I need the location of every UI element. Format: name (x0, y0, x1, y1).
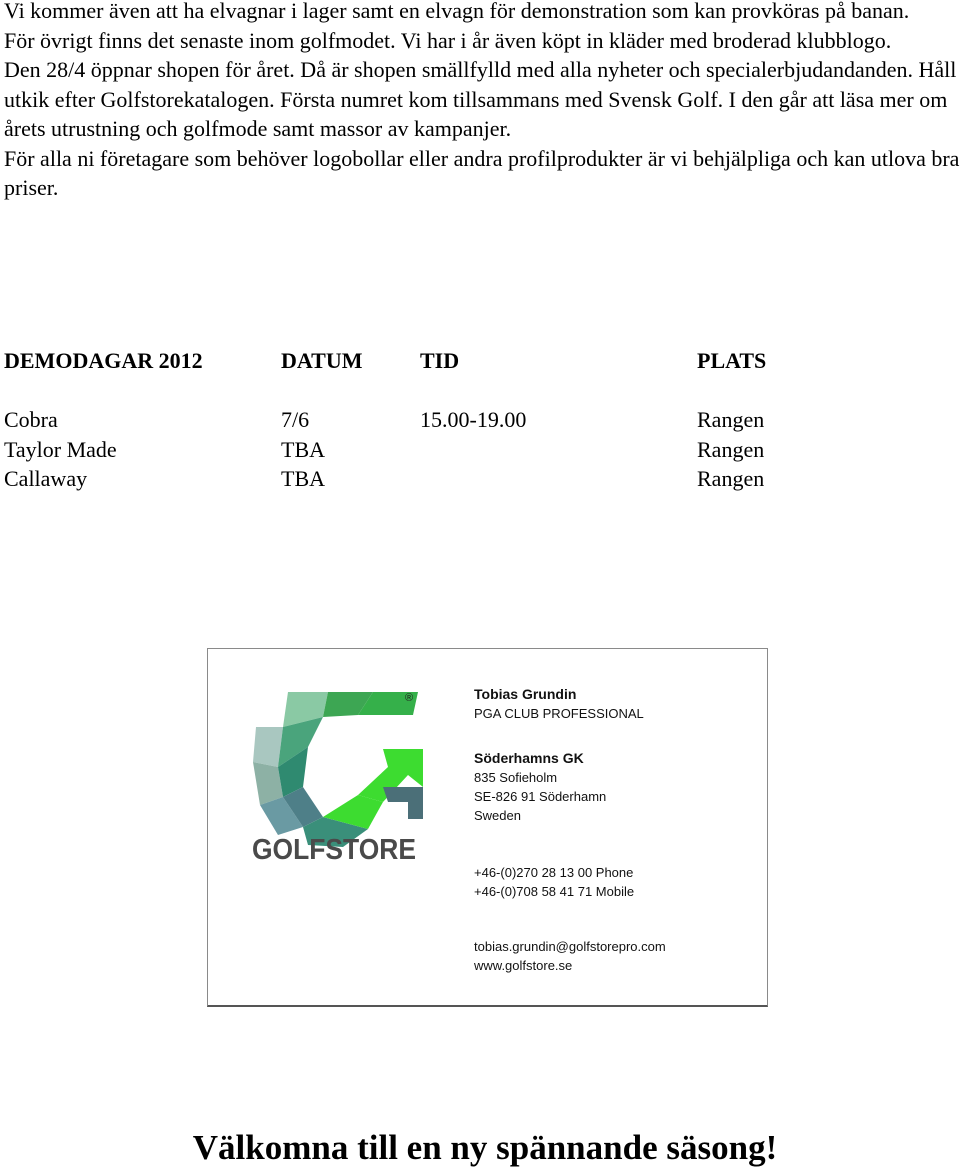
cell-brand: Cobra (4, 407, 58, 432)
logo-segment (383, 787, 423, 819)
intro-paragraph: Vi kommer även att ha elvagnar i lager samt en elvagn för demonstration som kan provköras på banan. (4, 0, 910, 23)
country: Sweden (474, 808, 521, 823)
header-demodagar: DEMODAGAR 2012 (4, 348, 203, 373)
intro-text (4, 0, 960, 203)
cell-brand: Callaway (4, 466, 88, 491)
mobile-number: +46-(0)708 58 41 71 Mobile (474, 884, 635, 899)
cell-time: 15.00-19.00 (420, 407, 527, 432)
header-tid: TID (420, 348, 460, 373)
club-name: Söderhamns GK (474, 750, 584, 766)
contact-title: PGA CLUB PROFESSIONAL (474, 706, 644, 721)
table-row (4, 435, 897, 465)
golfstore-logo (248, 687, 433, 867)
logo-segment (253, 727, 283, 767)
closing-message: Välkomna till en ny spännande säsong! (192, 1128, 778, 1167)
demo-days-table (4, 346, 897, 494)
cell-place: Rangen (697, 407, 765, 432)
cell-date: 7/6 (281, 407, 310, 432)
intro-paragraph: För alla ni företagare som behöver logobollar eller andra profilprodukter är vi behjälpliga och kan utlova bra priser. (4, 145, 960, 200)
cell-time (420, 464, 697, 494)
cell-date: TBA (281, 466, 325, 491)
table-row (4, 405, 897, 435)
address-line: 835 Sofieholm (474, 770, 558, 785)
website: www.golfstore.se (474, 958, 573, 973)
header-plats: PLATS (697, 348, 767, 373)
email-address: tobias.grundin@golfstorepro.com (474, 939, 666, 954)
contact-info (474, 685, 666, 975)
intro-paragraph: För övrigt finns det senaste inom golfmodet. Vi har i år även köpt in kläder med broderad klubblogo. (4, 27, 892, 53)
header-datum: DATUM (281, 348, 363, 373)
cell-place: Rangen (697, 466, 765, 491)
cell-brand: Taylor Made (4, 436, 117, 462)
cell-date: TBA (281, 436, 325, 462)
contact-name: Tobias Grundin (474, 686, 577, 702)
cell-time (420, 435, 697, 465)
cell-place: Rangen (697, 436, 765, 462)
intro-paragraph: Den 28/4 öppnar shopen för året. Då är shopen smällfylld med alla nyheter och specialerbjudandanden. Håll utkik efter Golfstorekatalogen. Första numret kom tillsammans med Svensk Golf. I den går att läsa mer om årets utrustning och golfmode samt massor av kampanjer. (4, 57, 957, 141)
registered-mark: ® (405, 692, 414, 704)
business-card (207, 648, 768, 1007)
address-line: SE-826 91 Söderhamn (474, 789, 607, 804)
table-row (4, 464, 897, 494)
phone-number: +46-(0)270 28 13 00 Phone (474, 865, 634, 880)
logo-wordmark: GOLFSTORE (252, 834, 416, 866)
table-header-row (4, 346, 897, 376)
